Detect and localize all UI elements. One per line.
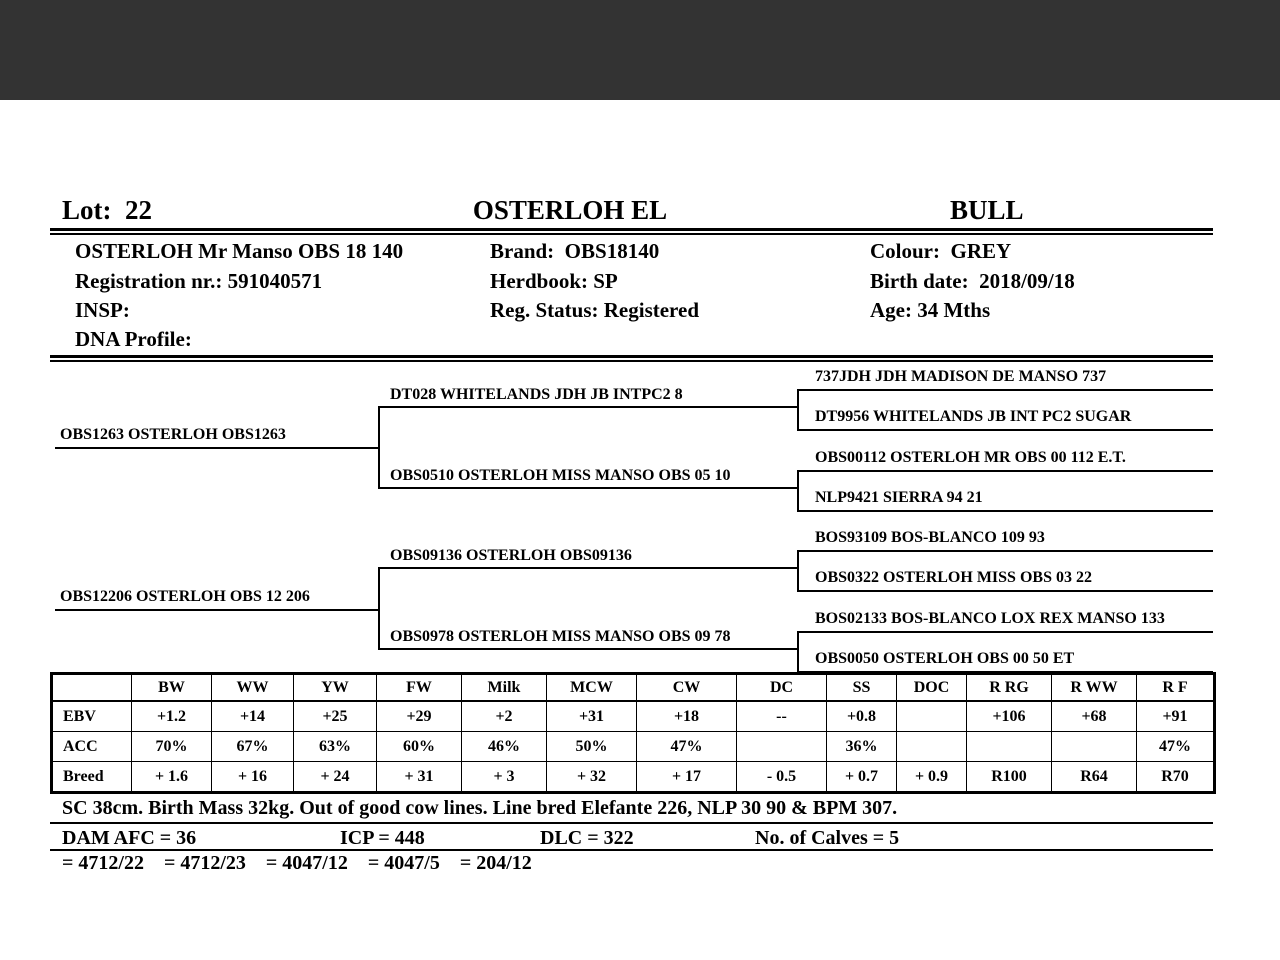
ebv-cell: 70% [132, 732, 212, 762]
ebv-cell: +31 [547, 701, 637, 732]
colour-field: Colour: GREY [870, 239, 1012, 263]
pedigree-gen3-name: BOS93109 BOS-BLANCO 109 93 [815, 529, 1045, 546]
header-rule [50, 228, 1213, 235]
pedigree-gen3-name: BOS02133 BOS-BLANCO LOX REX MANSO 133 [815, 610, 1165, 627]
ebv-col-header: R F [1137, 674, 1215, 702]
ebv-cell: + 0.7 [827, 762, 897, 793]
ebv-cell: + 1.6 [132, 762, 212, 793]
notes-rule [50, 822, 1213, 824]
ebv-cell: + 16 [212, 762, 294, 793]
registration-field: Registration nr.: 591040571 [75, 269, 323, 293]
pedigree-sire: OBS1263 OSTERLOH OBS1263 [60, 426, 286, 443]
ebv-cell [967, 732, 1052, 762]
ebv-cell: R100 [967, 762, 1052, 793]
ebv-cell [897, 732, 967, 762]
ebv-cell: +14 [212, 701, 294, 732]
ebv-cell: R64 [1052, 762, 1137, 793]
ebv-cell: +25 [294, 701, 377, 732]
animal-title: OSTERLOH EL [472, 195, 668, 225]
ebv-cell: +29 [377, 701, 462, 732]
pedigree-connector [378, 406, 380, 489]
clipped-text-line: = 4712/22 = 4712/23 = 4047/12 = 4047/5 = 204/12 [62, 852, 532, 874]
pedigree-line [55, 609, 378, 611]
pedigree-gen2-name: DT028 WHITELANDS JDH JB INTPC2 8 [390, 386, 683, 403]
ebv-col-header [52, 674, 132, 702]
ebv-cell: 63% [294, 732, 377, 762]
pedigree-connector [797, 470, 799, 512]
ebv-cell: +91 [1137, 701, 1215, 732]
ebv-cell: 47% [637, 732, 737, 762]
ebv-row-label: ACC [52, 732, 132, 762]
ebv-col-header: DOC [897, 674, 967, 702]
ebv-cell: 60% [377, 732, 462, 762]
pedigree-line [55, 447, 378, 449]
ebv-cell: +1.2 [132, 701, 212, 732]
ebv-cell: + 3 [462, 762, 547, 793]
pedigree-connector [797, 631, 799, 673]
pedigree-line [797, 389, 1213, 391]
pedigree-line [797, 470, 1213, 472]
brand-field: Brand: OBS18140 [490, 239, 660, 263]
ebv-cell: + 32 [547, 762, 637, 793]
pedigree-gen2-name: OBS09136 OSTERLOH OBS09136 [390, 547, 632, 564]
age-field: Age: 34 Mths [870, 298, 991, 322]
ebv-cell: + 0.9 [897, 762, 967, 793]
pedigree-gen2-name: OBS0510 OSTERLOH MISS MANSO OBS 05 10 [390, 467, 731, 484]
ebv-row [52, 701, 1215, 732]
ebv-col-header: MCW [547, 674, 637, 702]
ebv-table [50, 672, 1216, 794]
pedigree-line [378, 567, 797, 569]
ebv-cell: + 17 [637, 762, 737, 793]
ebv-cell: + 24 [294, 762, 377, 793]
ebv-cell: 47% [1137, 732, 1215, 762]
pedigree-connector [378, 567, 380, 650]
ebv-col-header: R RG [967, 674, 1052, 702]
pedigree-gen3-name: NLP9421 SIERRA 94 21 [815, 489, 983, 506]
pedigree-line [378, 487, 797, 489]
pedigree-gen3-name: OBS00112 OSTERLOH MR OBS 00 112 E.T. [815, 449, 1126, 466]
ebv-row-label: Breed [52, 762, 132, 793]
pedigree-gen2-name: OBS0978 OSTERLOH MISS MANSO OBS 09 78 [390, 628, 731, 645]
herdbook-field: Herdbook: SP [490, 269, 618, 293]
ebv-row-label: EBV [52, 701, 132, 732]
stats-rule [50, 849, 1213, 851]
lot-number: Lot: 22 [62, 195, 152, 225]
ebv-col-header: CW [637, 674, 737, 702]
ebv-col-header: SS [827, 674, 897, 702]
pedigree-gen3-name: DT9956 WHITELANDS JB INT PC2 SUGAR [815, 408, 1132, 425]
acc-row [52, 732, 1215, 762]
pedigree-gen3-name: OBS0322 OSTERLOH MISS OBS 03 22 [815, 569, 1092, 586]
ebv-cell: R70 [1137, 762, 1215, 793]
dlc-stat: DLC = 322 [540, 827, 634, 849]
ebv-cell: - 0.5 [737, 762, 827, 793]
ebv-cell: 36% [827, 732, 897, 762]
pedigree-line [797, 429, 1213, 431]
ebv-cell [1052, 732, 1137, 762]
ebv-col-header: DC [737, 674, 827, 702]
category-label: BULL [950, 195, 1024, 225]
calves-stat: No. of Calves = 5 [755, 827, 900, 849]
pedigree-line [378, 648, 797, 650]
pedigree-line [378, 406, 797, 408]
pedigree-dam: OBS12206 OSTERLOH OBS 12 206 [60, 588, 310, 605]
pedigree-gen3-name: OBS0050 OSTERLOH OBS 00 50 ET [815, 650, 1075, 667]
reg-status-field: Reg. Status: Registered [490, 298, 699, 322]
ebv-cell: +68 [1052, 701, 1137, 732]
viewer-top-bar [0, 0, 1280, 100]
ebv-cell: +2 [462, 701, 547, 732]
pedigree-line [797, 550, 1213, 552]
icp-stat: ICP = 448 [340, 827, 425, 849]
birth-date-field: Birth date: 2018/09/18 [870, 269, 1075, 293]
ebv-col-header: FW [377, 674, 462, 702]
pedigree-connector [797, 389, 799, 431]
pedigree-line [797, 510, 1213, 512]
dna-profile-field: DNA Profile: [75, 327, 192, 351]
ebv-col-header: BW [132, 674, 212, 702]
ebv-cell: +18 [637, 701, 737, 732]
ebv-cell: 46% [462, 732, 547, 762]
pedigree-line [797, 590, 1213, 592]
ebv-col-header: Milk [462, 674, 547, 702]
ebv-col-header: YW [294, 674, 377, 702]
insp-field: INSP: [75, 298, 130, 322]
ebv-cell: 67% [212, 732, 294, 762]
ebv-cell: -- [737, 701, 827, 732]
ebv-cell [737, 732, 827, 762]
notes-line: SC 38cm. Birth Mass 32kg. Out of good cow lines. Line bred Elefante 226, NLP 30 90 & BPM 307. [62, 797, 898, 819]
ebv-cell: + 31 [377, 762, 462, 793]
pedigree-connector [797, 550, 799, 592]
animal-name: OSTERLOH Mr Manso OBS 18 140 [75, 239, 404, 263]
pedigree-line [797, 631, 1213, 633]
ebv-cell: +0.8 [827, 701, 897, 732]
dam-afc-stat: DAM AFC = 36 [62, 827, 197, 849]
ebv-cell: 50% [547, 732, 637, 762]
ebv-header-row [52, 674, 1215, 702]
ebv-cell [897, 701, 967, 732]
pedigree-gen3-name: 737JDH JDH MADISON DE MANSO 737 [815, 368, 1107, 385]
ebv-col-header: WW [212, 674, 294, 702]
ebv-cell: +106 [967, 701, 1052, 732]
catalog-page [0, 100, 1280, 960]
breed-row [52, 762, 1215, 793]
ebv-col-header: R WW [1052, 674, 1137, 702]
info-rule [50, 355, 1213, 362]
